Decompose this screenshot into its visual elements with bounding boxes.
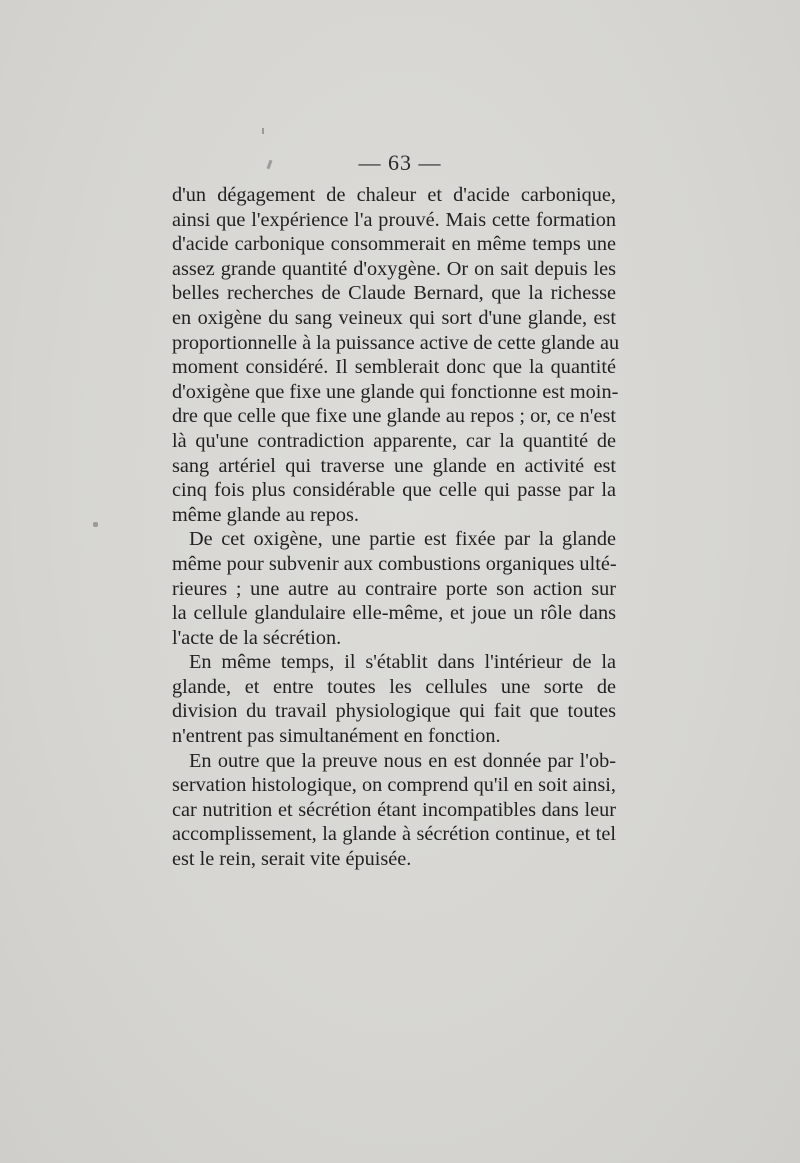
paragraph-1 [172,183,620,527]
text-line: dre que celle que fixe une glande au repos ; or, ce n'est [172,405,616,428]
scan-mark [93,522,98,527]
text-line: la cellule glandulaire elle-même, et joue un rôle dans [172,602,616,625]
text-line: En même temps, il s'établit dans l'intérieur de la [189,651,616,674]
paragraph-2 [172,527,616,650]
text-line: accomplissement, la glande à sécrétion continue, et tel [172,823,616,846]
paragraph-4 [172,749,616,872]
text-line: n'entrent pas simultanément en fonction. [172,725,501,748]
body-text [172,183,620,872]
text-line: servation histologique, on comprend qu'il en soit ainsi, [172,774,616,797]
text-line: proportionnelle à la puissance active de cette glande au [172,331,620,354]
text-line: rieures ; une autre au contraire porte son action sur [172,577,616,600]
text-line: moment considéré. Il semblerait donc que la quantité [172,356,616,379]
page-number: — 63 — [358,150,442,175]
text-line: l'acte de la sécrétion. [172,626,342,649]
text-line: d'un dégagement de chaleur et d'acide carbonique, [172,184,616,206]
text-line: ainsi que l'expérience l'a prouvé. Mais cette formation [172,208,616,231]
text-line: même glande au repos. [172,503,359,526]
text-line: même pour subvenir aux combustions organiques ulté- [172,552,617,575]
text-line: division du travail physiologique qui fait que toutes [172,700,616,723]
text-line: car nutrition et sécrétion étant incompatibles dans leur [172,798,616,821]
text-line: sang artériel qui traverse une glande en activité est [172,454,616,477]
text-line: en oxigène du sang veineux qui sort d'une glande, est [172,306,616,329]
paragraph-3 [172,650,616,748]
text-line: glande, et entre toutes les cellules une sorte de [172,675,616,698]
text-line: d'oxigène que fixe une glande qui fonctionne est moin- [172,380,619,403]
text-line: En outre que la preuve nous en est donnée par l'ob- [189,749,616,772]
text-line: belles recherches de Claude Bernard, que la richesse [172,282,616,305]
text-line: assez grande quantité d'oxygène. Or on sait depuis les [172,257,616,280]
scan-mark [262,128,264,134]
text-line: d'acide carbonique consommerait en même temps une [172,233,616,256]
text-line: cinq fois plus considérable que celle qui passe par la [172,479,616,502]
text-line: là qu'une contradiction apparente, car la quantité de [172,429,616,452]
text-line: est le rein, serait vite épuisée. [172,848,412,871]
text-line: De cet oxigène, une partie est fixée par la glande [189,528,616,551]
